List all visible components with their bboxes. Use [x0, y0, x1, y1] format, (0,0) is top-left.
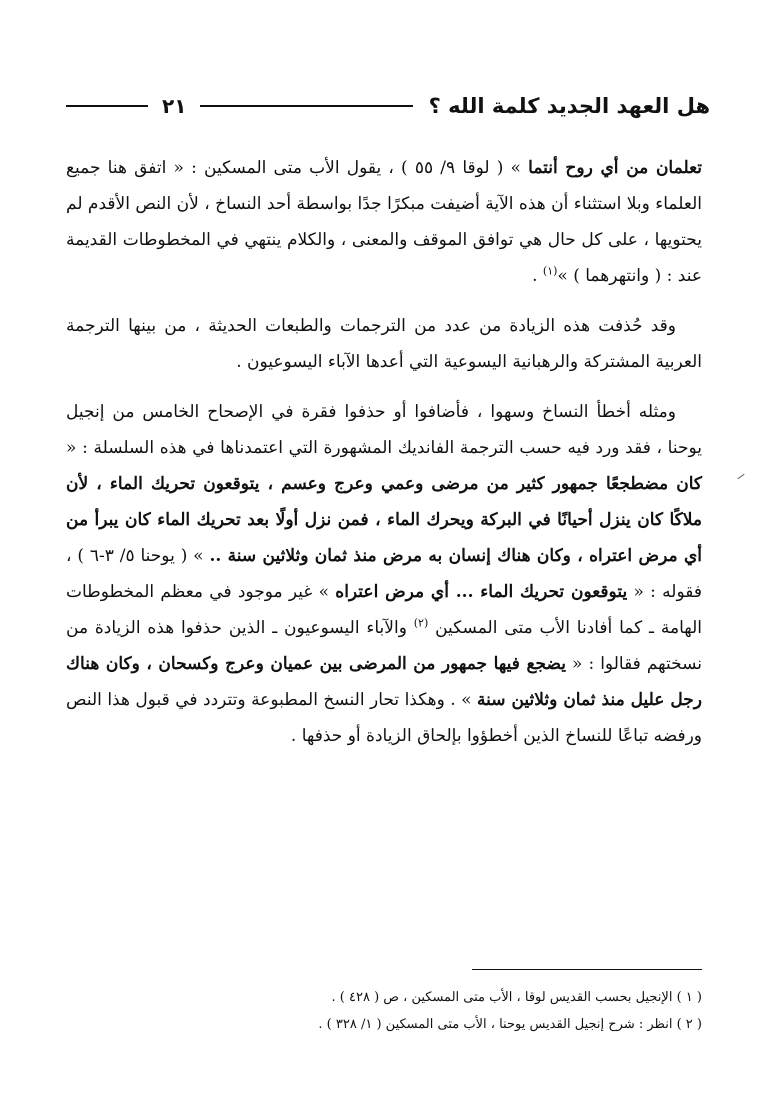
- book-title: هل العهد الجديد كلمة الله ؟: [428, 94, 710, 118]
- text-run: وقد حُذفت هذه الزيادة من عدد من الترجمات والطبعات الحديثة ، من بينها الترجمة العربية المشتركة والرهبانية اليسوعية التي أعدها الآباء اليسوعيون .: [66, 316, 702, 372]
- page-number: ٢١: [162, 94, 187, 118]
- paragraph: [66, 308, 702, 380]
- text-run: » ( لوقا ٩/ ٥٥ ) ، يقول الأب متى المسكين : « اتفق هنا جميع العلماء وبلا استثناء أن هذه الآية أضيفت مبكرًا جدًا بواسطة أحد النساخ ، لأن النص الأقدم لم يحتويها ، على كل حال هي توافق الموقف والمعنى ، والكلام ينتهي في المخطوطات القديمة عند : ( وانتهرهما ) »: [66, 158, 702, 286]
- footnote-ref: (١): [542, 264, 558, 278]
- text-run: » ( يوحنا ٥/ ٣-٦ ) ، فقوله : «: [66, 546, 702, 602]
- paragraph: [66, 394, 702, 754]
- text-run: .: [532, 266, 543, 286]
- text-run: ومثله أخطأ النساخ وسهوا ، فأضافوا أو حذفوا فقرة في الإصحاح الخامس من إنجيل يوحنا ، فقد ورد فيه حسب الترجمة الفانديك المشهورة التي اعتمدناها في هذه السلسلة : «: [66, 402, 702, 458]
- footnotes: [66, 984, 702, 1038]
- main-text: [66, 150, 702, 768]
- quoted-text: يضجع فيها جمهور من المرضى بين عميان وعرج وكسحان ، وكان هناك رجل عليل منذ ثمان وثلاثين سنة: [66, 654, 703, 710]
- text-run: » غير موجود في معظم المخطوطات الهامة ـ كما أفادنا الأب متى المسكين: [66, 582, 702, 638]
- header-rule-short: [66, 105, 148, 107]
- margin-mark: [737, 474, 744, 479]
- quoted-text: كان مضطجعًا جمهور كثير من مرضى وعمي وعرج وعسم ، يتوقعون تحريك الماء ، لأن ملاكًا كان ينزل أحيانًا في البركة ويحرك الماء ، فمن نزل أولًا بعد تحريك الماء كان يبرأ من أي مرض اعتراه ، وكان هناك إنسان به مرض منذ ثمان وثلاثين سنة ..: [66, 474, 702, 566]
- text-run: » . وهكذا تحار النسخ المطبوعة وتتردد في قبول هذا النص ورفضه تباعًا للنساخ الذين أخطؤوا بإلحاق الزيادة أو حذفها .: [66, 690, 702, 746]
- paragraph: [66, 150, 702, 294]
- header-rule-long: [200, 105, 412, 107]
- text-run: والآباء اليسوعيون ـ الذين حذفوا هذه الزيادة من نسختهم فقالوا : «: [66, 618, 702, 674]
- footnote-ref: (٢): [413, 616, 429, 630]
- footnote: ( ٢ ) انظر : شرح إنجيل القديس يوحنا ، الأب متى المسكين ( ١/ ٣٢٨ ) .: [318, 1017, 702, 1032]
- running-header: [60, 86, 710, 126]
- quoted-text: يتوقعون تحريك الماء ... أي مرض اعتراه: [335, 582, 628, 602]
- footnote-separator: [472, 969, 702, 970]
- footnote: ( ١ ) الإنجيل بحسب القديس لوقا ، الأب متى المسكين ، ص ( ٤٢٨ ) .: [331, 990, 702, 1005]
- text-run: تعلمان من أي روح أنتما: [528, 158, 703, 178]
